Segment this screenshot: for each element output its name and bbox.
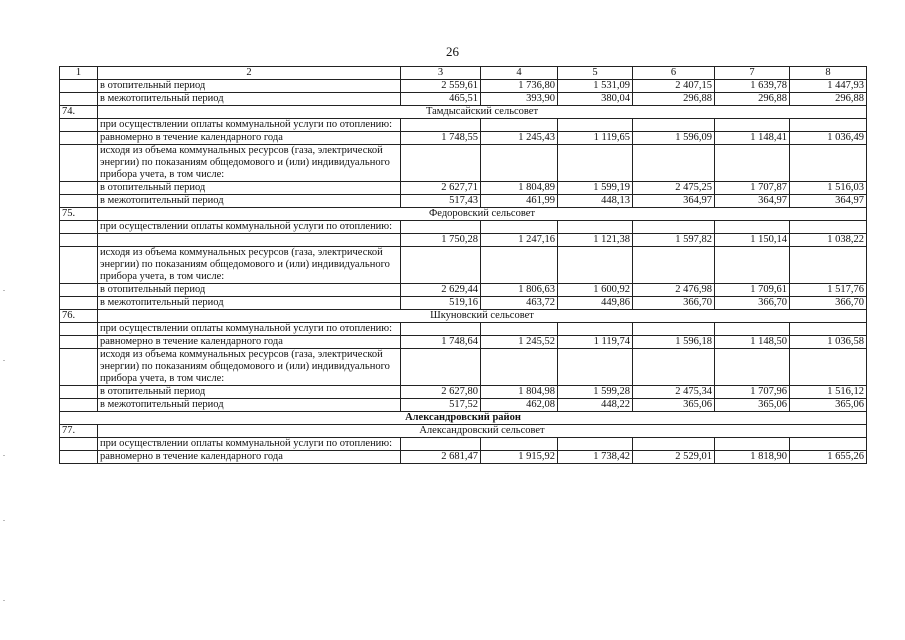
row-number (60, 284, 98, 297)
value-cell (715, 145, 790, 182)
section-title: Федоровский сельсовет (98, 208, 867, 221)
value-cell: 1 516,03 (790, 182, 867, 195)
value-cell: 1 148,50 (715, 336, 790, 349)
value-cell: 1 245,52 (481, 336, 558, 349)
value-cell (481, 221, 558, 234)
value-cell: 366,70 (790, 297, 867, 310)
row-description: в отопительный период (98, 386, 401, 399)
text-row (60, 349, 867, 386)
row-number (60, 145, 98, 182)
value-cell: 465,51 (401, 93, 481, 106)
value-cell (558, 247, 633, 284)
value-cell (633, 221, 715, 234)
scan-mark (3, 455, 5, 456)
value-cell (633, 145, 715, 182)
value-cell: 296,88 (790, 93, 867, 106)
section-row (60, 310, 867, 323)
header-cell: 7 (715, 67, 790, 80)
value-cell (401, 247, 481, 284)
value-cell: 519,16 (401, 297, 481, 310)
value-cell: 1 119,74 (558, 336, 633, 349)
value-cell: 1 038,22 (790, 234, 867, 247)
value-cell: 366,70 (633, 297, 715, 310)
text-row (60, 323, 867, 336)
value-cell (633, 438, 715, 451)
row-number: 77. (60, 425, 98, 438)
row-number (60, 93, 98, 106)
value-cell: 1 596,18 (633, 336, 715, 349)
row-description: равномерно в течение календарного года (98, 132, 401, 145)
text-row (60, 221, 867, 234)
value-cell (481, 438, 558, 451)
value-cell: 1 036,49 (790, 132, 867, 145)
row-number (60, 182, 98, 195)
value-cell: 517,52 (401, 399, 481, 412)
header-cell: 3 (401, 67, 481, 80)
scan-mark (3, 360, 5, 361)
value-cell: 462,08 (481, 399, 558, 412)
value-cell: 1 148,41 (715, 132, 790, 145)
value-cell (401, 145, 481, 182)
value-cell: 380,04 (558, 93, 633, 106)
data-row (60, 132, 867, 145)
header-cell: 2 (98, 67, 401, 80)
value-cell: 1 655,26 (790, 451, 867, 464)
value-cell: 1 531,09 (558, 80, 633, 93)
value-cell: 1 748,55 (401, 132, 481, 145)
header-cell: 8 (790, 67, 867, 80)
row-description: исходя из объема коммунальных ресурсов (газа, электрической энергии) по показаниям общедомового и (или) индивидуального прибора учета, в том числе: (98, 349, 401, 386)
value-cell (790, 119, 867, 132)
data-row (60, 386, 867, 399)
data-row (60, 297, 867, 310)
row-description: в отопительный период (98, 80, 401, 93)
value-cell: 1 121,38 (558, 234, 633, 247)
value-cell (401, 221, 481, 234)
value-cell: 1 600,92 (558, 284, 633, 297)
row-description: равномерно в течение календарного года (98, 451, 401, 464)
data-row (60, 399, 867, 412)
row-description: в межотопительный период (98, 399, 401, 412)
row-description: в межотопительный период (98, 93, 401, 106)
value-cell: 364,97 (715, 195, 790, 208)
value-cell: 1 447,93 (790, 80, 867, 93)
row-number: 76. (60, 310, 98, 323)
value-cell: 1 036,58 (790, 336, 867, 349)
value-cell (633, 349, 715, 386)
value-cell: 1 915,92 (481, 451, 558, 464)
value-cell: 1 806,63 (481, 284, 558, 297)
value-cell: 1 247,16 (481, 234, 558, 247)
value-cell: 365,06 (715, 399, 790, 412)
value-cell: 364,97 (633, 195, 715, 208)
value-cell: 463,72 (481, 297, 558, 310)
value-cell (715, 119, 790, 132)
row-number (60, 349, 98, 386)
value-cell (401, 323, 481, 336)
value-cell: 1 750,28 (401, 234, 481, 247)
value-cell (715, 247, 790, 284)
value-cell (790, 323, 867, 336)
row-description: исходя из объема коммунальных ресурсов (газа, электрической энергии) по показаниям общедомового и (или) индивидуального прибора учета, в том числе: (98, 145, 401, 182)
row-number: 74. (60, 106, 98, 119)
row-number (60, 119, 98, 132)
row-number (60, 80, 98, 93)
row-number (60, 297, 98, 310)
value-cell (401, 119, 481, 132)
value-cell (790, 349, 867, 386)
value-cell: 1 707,87 (715, 182, 790, 195)
value-cell: 296,88 (633, 93, 715, 106)
header-cell: 1 (60, 67, 98, 80)
data-row (60, 451, 867, 464)
header-cell: 4 (481, 67, 558, 80)
row-number (60, 336, 98, 349)
value-cell: 1 150,14 (715, 234, 790, 247)
data-row (60, 182, 867, 195)
value-cell (481, 119, 558, 132)
section-title: Шкуновский сельсовет (98, 310, 867, 323)
value-cell (790, 221, 867, 234)
value-cell: 1 804,98 (481, 386, 558, 399)
value-cell: 1 818,90 (715, 451, 790, 464)
value-cell (558, 323, 633, 336)
data-row (60, 80, 867, 93)
value-cell: 1 748,64 (401, 336, 481, 349)
value-cell: 2 476,98 (633, 284, 715, 297)
value-cell (558, 145, 633, 182)
header-row (60, 67, 867, 80)
value-cell: 2 475,25 (633, 182, 715, 195)
value-cell: 393,90 (481, 93, 558, 106)
row-description: при осуществлении оплаты коммунальной услуги по отоплению: (98, 323, 401, 336)
data-row (60, 93, 867, 106)
value-cell: 449,86 (558, 297, 633, 310)
value-cell: 365,06 (633, 399, 715, 412)
header-cell: 5 (558, 67, 633, 80)
value-cell (558, 119, 633, 132)
row-number: 75. (60, 208, 98, 221)
value-cell: 1 804,89 (481, 182, 558, 195)
data-row (60, 195, 867, 208)
value-cell (633, 247, 715, 284)
value-cell: 1 119,65 (558, 132, 633, 145)
page-number: 26 (446, 44, 459, 59)
row-number (60, 221, 98, 234)
value-cell: 1 707,96 (715, 386, 790, 399)
data-row (60, 234, 867, 247)
value-cell: 1 639,78 (715, 80, 790, 93)
tariff-table (59, 66, 867, 464)
row-number (60, 234, 98, 247)
row-number (60, 247, 98, 284)
value-cell: 448,22 (558, 399, 633, 412)
scan-mark (3, 520, 5, 521)
scan-mark (3, 600, 5, 601)
row-description: в межотопительный период (98, 297, 401, 310)
section-row (60, 208, 867, 221)
value-cell: 296,88 (715, 93, 790, 106)
value-cell: 461,99 (481, 195, 558, 208)
value-cell: 2 407,15 (633, 80, 715, 93)
value-cell (715, 221, 790, 234)
row-description: равномерно в течение календарного года (98, 336, 401, 349)
value-cell (481, 145, 558, 182)
value-cell: 1 596,09 (633, 132, 715, 145)
header-cell: 6 (633, 67, 715, 80)
value-cell (633, 323, 715, 336)
data-row (60, 284, 867, 297)
row-number (60, 438, 98, 451)
value-cell (715, 349, 790, 386)
value-cell: 1 516,12 (790, 386, 867, 399)
value-cell: 2 627,80 (401, 386, 481, 399)
value-cell (401, 349, 481, 386)
row-description: при осуществлении оплаты коммунальной услуги по отоплению: (98, 221, 401, 234)
value-cell: 448,13 (558, 195, 633, 208)
value-cell: 366,70 (715, 297, 790, 310)
value-cell: 1 517,76 (790, 284, 867, 297)
value-cell: 2 681,47 (401, 451, 481, 464)
row-number (60, 195, 98, 208)
value-cell (558, 221, 633, 234)
text-row (60, 119, 867, 132)
row-description (98, 234, 401, 247)
value-cell (481, 349, 558, 386)
value-cell (558, 438, 633, 451)
value-cell (481, 323, 558, 336)
section-row (60, 106, 867, 119)
value-cell (481, 247, 558, 284)
row-number (60, 323, 98, 336)
text-row (60, 438, 867, 451)
row-description: при осуществлении оплаты коммунальной услуги по отоплению: (98, 119, 401, 132)
value-cell (715, 438, 790, 451)
data-row (60, 336, 867, 349)
row-description: в межотопительный период (98, 195, 401, 208)
section-title: Александровский сельсовет (98, 425, 867, 438)
value-cell (790, 145, 867, 182)
value-cell: 1 738,42 (558, 451, 633, 464)
value-cell (715, 323, 790, 336)
value-cell: 2 559,61 (401, 80, 481, 93)
section-title: Тамдысайский сельсовет (98, 106, 867, 119)
value-cell (401, 438, 481, 451)
row-description: в отопительный период (98, 182, 401, 195)
row-description: в отопительный период (98, 284, 401, 297)
value-cell: 365,06 (790, 399, 867, 412)
row-description: при осуществлении оплаты коммунальной услуги по отоплению: (98, 438, 401, 451)
value-cell: 364,97 (790, 195, 867, 208)
value-cell: 1 736,80 (481, 80, 558, 93)
text-row (60, 247, 867, 284)
value-cell: 1 599,28 (558, 386, 633, 399)
scan-mark (3, 290, 5, 291)
value-cell: 2 529,01 (633, 451, 715, 464)
value-cell (790, 247, 867, 284)
value-cell: 1 599,19 (558, 182, 633, 195)
value-cell: 2 627,71 (401, 182, 481, 195)
value-cell (790, 438, 867, 451)
value-cell (633, 119, 715, 132)
text-row (60, 145, 867, 182)
value-cell: 2 475,34 (633, 386, 715, 399)
value-cell (558, 349, 633, 386)
section-row (60, 425, 867, 438)
row-number (60, 451, 98, 464)
row-number (60, 132, 98, 145)
value-cell: 1 597,82 (633, 234, 715, 247)
value-cell: 1 245,43 (481, 132, 558, 145)
district-row (60, 412, 867, 425)
scan-edge-marks (3, 0, 6, 640)
value-cell: 1 709,61 (715, 284, 790, 297)
value-cell: 2 629,44 (401, 284, 481, 297)
row-number (60, 386, 98, 399)
value-cell: 517,43 (401, 195, 481, 208)
district-title: Александровский район (60, 412, 867, 425)
row-number (60, 399, 98, 412)
row-description: исходя из объема коммунальных ресурсов (газа, электрической энергии) по показаниям общедомового и (или) индивидуального прибора учета, в том числе: (98, 247, 401, 284)
